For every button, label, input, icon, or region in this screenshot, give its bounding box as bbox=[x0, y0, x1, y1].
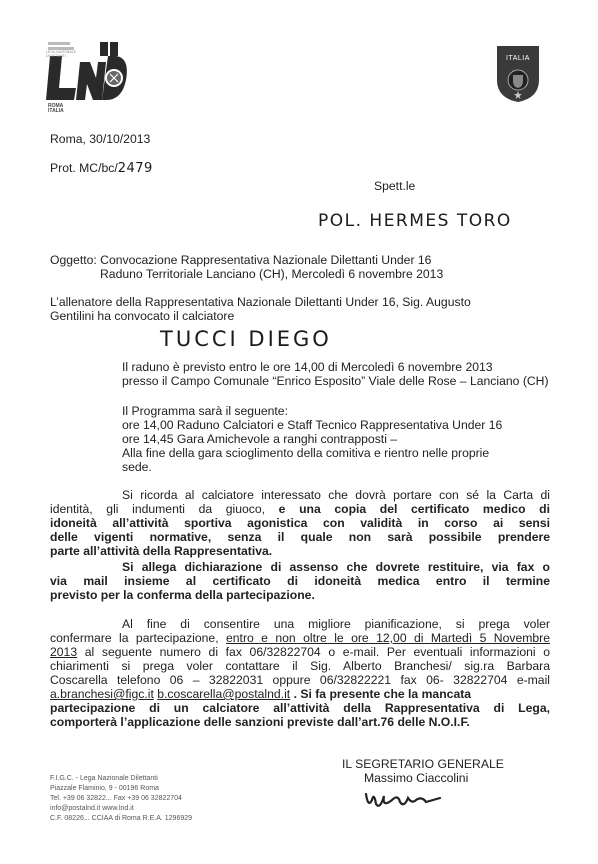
programma-item-3b: sede. bbox=[122, 460, 152, 474]
subject-label: Oggetto: bbox=[50, 253, 97, 267]
intro-line-2: Gentilini ha convocato il calciatore bbox=[50, 309, 235, 323]
conferma-line-6-tail: . Si fa presente che la mancata bbox=[293, 687, 472, 701]
protocol-number: 2479 bbox=[117, 161, 153, 176]
programma-item-3a: Alla fine della gara scioglimento della comitiva e rientro nelle proprie bbox=[122, 446, 490, 460]
conferma-deadline: entro e non oltre le ore 12,00 di Martedì 5 Novembre bbox=[226, 631, 551, 645]
signature-name: Massimo Ciaccolini bbox=[364, 771, 469, 785]
footer-line-3: Tel. +39 06 32822... Fax +39 06 32822704 bbox=[50, 795, 182, 802]
footer-line-5: C.F. 08226... CCIAA di Roma R.E.A. 1296929 bbox=[50, 815, 193, 822]
lnd-logo-top-text: LEGA NAZIONALE DILETTANTI bbox=[46, 50, 76, 58]
figc-shield-text: ITALIA bbox=[506, 55, 530, 62]
protocol-label: Prot. MC/bc/ bbox=[50, 161, 118, 175]
documenti-line-2 bbox=[50, 502, 550, 516]
conferma-line-7: partecipazione di un calciatore all’attività della Rappresentativa di Lega, bbox=[50, 701, 550, 715]
raduno-line-1: Il raduno è previsto entro le ore 14,00 di Mercoledì 6 novembre 2013 bbox=[122, 360, 493, 374]
lnd-logo-bottom-text: ROMA ITALIA bbox=[48, 103, 64, 114]
documenti-line-4: delle vigenti normative, senza il quale non sarà possibile prendere bbox=[50, 530, 550, 544]
programma-item-2: ore 14,45 Gara Amichevole a ranghi contrapposti – bbox=[122, 432, 398, 446]
lnd-logo bbox=[46, 42, 128, 114]
documenti-line-2-bold: e una copia del certificato medico di bbox=[278, 502, 551, 516]
conferma-line-4: chiarimenti si prega voler contattare il Sig. Alberto Branchesi/ sig.ra Barbara bbox=[50, 659, 550, 673]
player-name: TUCCI DIEGO bbox=[160, 327, 332, 351]
conferma-line-1: Al fine di consentire una migliore pianificazione, si prega voler bbox=[122, 617, 550, 631]
assenso-line-1: Si allega dichiarazione di assenso che dovrete restituire, via fax o bbox=[122, 560, 550, 574]
addressee: POL. HERMES TORO bbox=[318, 211, 512, 231]
conferma-line-2 bbox=[50, 631, 550, 645]
figc-shield bbox=[495, 44, 541, 104]
assenso-line-2: via mail insieme al certificato di idoneità medica entro il termine bbox=[50, 574, 550, 588]
email-branchesi[interactable]: a.branchesi@figc.it bbox=[50, 687, 154, 701]
conferma-line-3-normal: al seguente numero di fax 06/32822704 o e-mail. Per eventuali informazioni o bbox=[84, 645, 550, 659]
conferma-line-8: comporterà l’applicazione delle sanzioni previste dall’art.76 delle N.O.I.F. bbox=[50, 715, 470, 729]
letter-date: Roma, 30/10/2013 bbox=[50, 132, 151, 146]
assenso-line-3: previsto per la conferma della partecipazione. bbox=[50, 588, 315, 602]
protocol-line bbox=[50, 161, 153, 176]
footer-line-4: info@postalnd.it www.lnd.it bbox=[50, 805, 134, 812]
documenti-line-3: idoneità all’attività sportiva agonistica con validità in corso ai sensi bbox=[50, 516, 550, 530]
conferma-line-6 bbox=[50, 687, 471, 701]
raduno-line-2: presso il Campo Comunale “Enrico Esposito” Viale delle Rose – Lanciano (CH) bbox=[122, 374, 549, 388]
handwritten-signature bbox=[362, 786, 442, 812]
subject-text-2: Raduno Territoriale Lanciano (CH), Mercoledì 6 novembre 2013 bbox=[100, 267, 444, 281]
signature-title: IL SEGRETARIO GENERALE bbox=[342, 757, 504, 771]
documenti-line-2-normal: identità, gli indumenti da giuoco, bbox=[50, 502, 266, 516]
conferma-deadline-year: 2013 bbox=[50, 645, 78, 659]
footer-line-1: F.I.G.C. - Lega Nazionale Dilettanti bbox=[50, 775, 158, 782]
subject-text-1: Convocazione Rappresentativa Nazionale Dilettanti Under 16 bbox=[100, 253, 432, 267]
figc-shield-graphic bbox=[495, 44, 541, 104]
conferma-line-5: Coscarella telefono 06 – 32822031 oppure 06/32822221 fax 06- 32822704 e-mail bbox=[50, 673, 550, 687]
intro-line-1: L’allenatore della Rappresentativa Nazionale Dilettanti Under 16, Sig. Augusto bbox=[50, 295, 471, 309]
conferma-line-3 bbox=[50, 645, 550, 659]
documenti-line-5: parte all’attività della Rappresentativa. bbox=[50, 544, 273, 558]
programma-title: Il Programma sarà il seguente: bbox=[122, 404, 288, 418]
salutation: Spett.le bbox=[374, 179, 416, 193]
email-coscarella[interactable]: b.coscarella@postalnd.it bbox=[157, 687, 291, 701]
documenti-line-1: Si ricorda al calciatore interessato che dovrà portare con sé la Carta di bbox=[122, 488, 550, 502]
programma-item-1: ore 14,00 Raduno Calciatori e Staff Tecnico Rappresentativa Under 16 bbox=[122, 418, 503, 432]
subject-line-1 bbox=[50, 253, 431, 267]
footer-line-2: Piazzale Flaminio, 9 - 00196 Roma bbox=[50, 785, 159, 792]
conferma-line-2-normal: confermare la partecipazione, bbox=[50, 631, 219, 645]
